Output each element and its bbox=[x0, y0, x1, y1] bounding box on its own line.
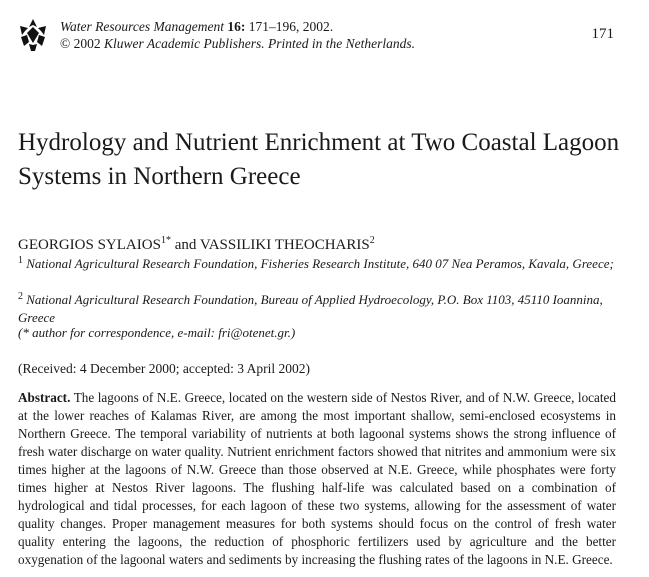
running-header bbox=[18, 16, 630, 56]
kluwer-logo-icon bbox=[18, 18, 48, 52]
abstract-text: The lagoons of N.E. Greece, located on the western side of Nestos River, and of N.W. Greece, located at the lower reaches of Kalamas River, are among the most important shallow, semi-enclosed ecosystems in Northern Greece. The temporal variability of nutrients at both lagoonal systems shows the strong influence of fresh water discharge on water quality. Nutrient enrichment factors showed that nitrites and ammonium were six times higher at the lagoons of N.W. Greece than those observed at N.E. Greece, while phosphates were forty times higher at Nestos River lagoons. The flushing half-life was calculated based on a combination of hydrological and tidal processes, for each lagoon of these two systems, allowing for the assessment of water quality changes. Proper management measures for both systems should focus on the control of fresh water quality entering the lagoons, the reduction of phosphoric fertilizers used by agriculture and the better oxygenation of the lagoonal waters and sediments by increasing the flushing rates of the lagoons in N.E. Greece. bbox=[18, 390, 616, 567]
journal-volume: 16: bbox=[227, 19, 246, 34]
page-number: 171 bbox=[591, 26, 614, 42]
author-1-sup: 1* bbox=[160, 235, 171, 246]
journal-citation bbox=[60, 18, 415, 52]
received-dates: (Received: 4 December 2000; accepted: 3 April 2002) bbox=[18, 361, 311, 376]
journal-name: Water Resources Management bbox=[60, 19, 224, 34]
publisher: Kluwer Academic Publishers. Printed in the Netherlands. bbox=[104, 36, 415, 51]
abstract-label: Abstract. bbox=[18, 390, 71, 405]
author-conj: and bbox=[170, 237, 200, 253]
author-2: VASSILIKI THEOCHARIS bbox=[199, 237, 370, 253]
abstract bbox=[18, 389, 616, 569]
affiliation-2 bbox=[18, 288, 628, 327]
affiliation-1-num: 1 bbox=[18, 255, 23, 266]
affiliation-1-text: National Agricultural Research Foundation, Fisheries Research Institute, 640 07 Nea Peramos, Kavala, Greece; bbox=[26, 256, 614, 271]
journal-pages: 171–196, 2002. bbox=[248, 19, 334, 34]
author-1: GEORGIOS SYLAIOS bbox=[18, 237, 161, 253]
copyright: © 2002 bbox=[60, 36, 101, 51]
affiliation-1 bbox=[18, 252, 628, 273]
author-2-sup: 2 bbox=[369, 235, 375, 246]
article-title: Hydrology and Nutrient Enrichment at Two Coastal Lagoon Systems in Northern Greece bbox=[18, 129, 620, 190]
author-line bbox=[18, 232, 375, 254]
affiliation-2-text: National Agricultural Research Foundation, Bureau of Applied Hydroecology, P.O. Box 1103, 45110 Ioannina, Greece bbox=[18, 292, 603, 325]
correspondence: (* author for correspondence, e-mail: fri@otenet.gr.) bbox=[18, 325, 296, 340]
affiliation-2-num: 2 bbox=[18, 291, 23, 302]
